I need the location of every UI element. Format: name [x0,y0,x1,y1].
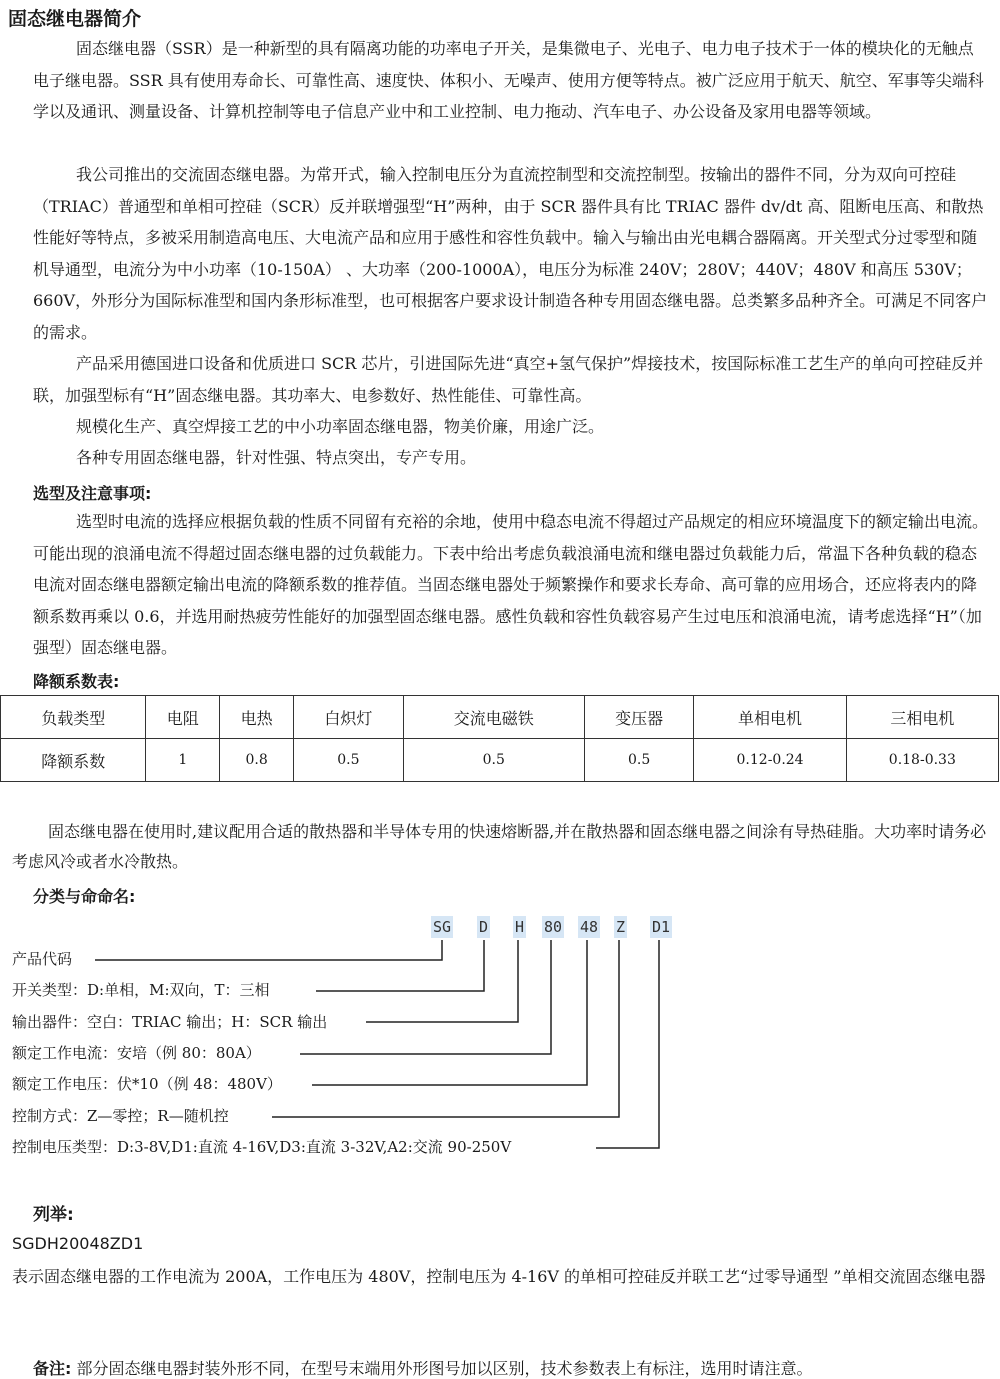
naming-label-rated-current: 额定工作电流：安培（例 80：80A） [12,1044,261,1062]
remark [33,1356,813,1379]
example-heading: 列举: [33,1205,74,1225]
code-segment-switch: D [479,918,489,936]
naming-label-control-voltage: 控制电压类型：D:3-8V,D1:直流 4-16V,D3:直流 3-32V,A2:交流 90-250V [12,1138,512,1156]
intro-paragraph-1: 固态继电器（SSR）是一种新型的具有隔离功能的功率电子开关，是集微电子、光电子、电力电子技术于一体的模块化的无触点电子继电器。SSR 具有使用寿命长、可靠性高、速度快、体积小、无噪声、使用方便等特点。被广泛应用于航天、航空、军事等尖端科学以及通讯、测量设备、计算机控制等电子信息产业中和工业控制、电力拖动、汽车电子、办公设备及家用电器等领域。 [33,39,984,121]
naming-label-switch-type: 开关类型：D:单相，M:双向，T：三相 [12,981,270,999]
selection-paragraph: 选型时电流的选择应根据负载的性质不同留有充裕的余地，使用中稳态电流不得超过产品规定的相应环境温度下的额定输出电流。可能出现的浪涌电流不得超过固态继电器的过负载能力。下表中给出考虑负载浪涌电流和继电器过负载能力后，常温下各种负载的稳态电流对固态继电器额定输出电流的降额系数的推荐值。当固态继电器处于频繁操作和要求长寿命、高可靠的应用场合，还应将表内的降额系数再乘以 0.6，并选用耐热疲劳性能好的加强型固态继电器。感性负载和容性负载容易产生过电压和浪涌电流，请考虑选择“H”（加强型）固态继电器。 [33,512,989,657]
table-cell: 变压器 [584,696,694,739]
code-segment-voltage: 48 [580,918,599,936]
table-cell: 0.8 [220,739,294,782]
remark-text: 部分固态继电器封装外形不同，在型号末端用外形图号加以区别，技术参数表上有标注，选用时请注意。 [76,1359,813,1378]
table-cell: 0.5 [584,739,694,782]
intro-paragraph-5: 各种专用固态继电器，针对性强、特点突出，专产专用。 [76,448,477,467]
table-cell: 交流电磁铁 [403,696,584,739]
remark-label: 备注: [33,1359,72,1378]
connector-line [272,940,619,1117]
naming-label-rated-voltage: 额定工作电压：伏*10（例 48：480V） [12,1075,282,1093]
table-cell: 降额系数 [1,739,146,782]
connector-line [312,940,587,1085]
table-cell: 单相电机 [694,696,846,739]
intro-paragraph-3: 产品采用德国进口设备和优质进口 SCR 芯片，引进国际先进“真空+氢气保护”焊接技术，按国际标准工艺生产的单向可控硅反并联，加强型标有“H”固态继电器。其功率大、电参数好、热性能佳、可靠性高。 [33,354,984,405]
table-cell: 0.12-0.24 [694,739,846,782]
connector-line [95,940,442,960]
code-segment-sg: SG [433,918,452,936]
derating-heading: 降额系数表: [33,672,120,691]
table-cell: 三相电机 [846,696,998,739]
example-description: 表示固态继电器的工作电流为 200A，工作电压为 480V，控制电压为 4-16V 的单相可控硅反并联工艺“过零导通型 ”单相交流固态继电器 [12,1267,986,1286]
connector-line [300,940,551,1054]
code-segment-current: 80 [544,918,563,936]
intro-paragraph-4: 规模化生产、真空焊接工艺的中小功率固态继电器，物美价廉，用途广泛。 [76,417,605,436]
intro-paragraph-2: 我公司推出的交流固态继电器。为常开式，输入控制电压分为直流控制型和交流控制型。按输出的器件不同，分为双向可控硅（TRIAC）普通型和单相可控硅（SCR）反并联增强型“H”两种，由于 SCR 器件具有比 TRIAC 器件 dv/dt 高、阻断电压高、和散热性能好等特点，多被采用制造高电压、大电流产品和应用于感性和容性负载中。输入与输出由光电耦合器隔离。开关型式分过零型和随机导通型，电流分为中小功率（10-150A） 、大功率（200-1000A），电压分为标准 240V；280V；440V；480V 和高压 530V；660V，外形分为国际标准型和国内条形标准型，也可根据客户要求设计制造各种专用固态继电器。总类繁多品种齐全。可满足不同客户的需求。 [33,165,988,342]
connector-line [316,940,484,991]
table-cell: 电热 [220,696,294,739]
table-cell: 1 [146,739,220,782]
naming-label-product-code: 产品代码 [12,950,73,968]
table-cell: 白炽灯 [294,696,404,739]
code-segment-control: Z [616,918,626,936]
selection-heading: 选型及注意事项: [33,484,152,503]
table-cell: 电阻 [146,696,220,739]
table-cell: 0.5 [294,739,404,782]
naming-heading: 分类与命命名: [33,887,136,906]
naming-label-control-mode: 控制方式：Z—零控；R—随机控 [12,1107,229,1125]
code-segment-output: H [515,918,525,936]
heatsink-note: 固态继电器在使用时,建议配用合适的散热器和半导体专用的快速熔断器,并在散热器和固态继电器之间涂有导热硅脂。大功率时请务必考虑风冷或者水冷散热。 [12,822,987,871]
example-code: SGDH20048ZD1 [12,1234,144,1253]
naming-label-output-device: 输出器件：空白：TRIAC 输出；H：SCR 输出 [12,1013,328,1031]
table-cell: 0.18-0.33 [846,739,998,782]
table-cell: 0.5 [403,739,584,782]
table-cell: 负载类型 [1,696,146,739]
page-title: 固态继电器简介 [8,8,142,30]
code-segment-control-voltage: D1 [652,918,671,936]
